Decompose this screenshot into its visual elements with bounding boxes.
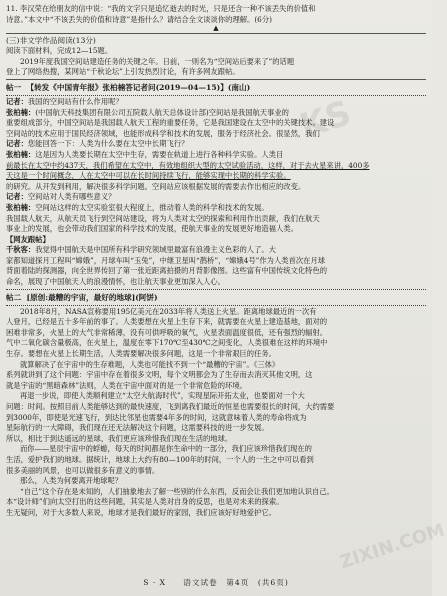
post-1-line: 前最长在太空中约437天，我们希望在太空中，有效地组织大型的太空试验活动，这样，对于去火星来讲，400多 bbox=[6, 160, 370, 170]
post-2-line: 再退一步说，即使人类顺利建立“太空大航海时代”，实现星际开拓太业，也要面对一个大 bbox=[20, 391, 305, 401]
post-1-line: 空间站的技术应用于国民经济领域，也能形成科学和技术的发展，服务于经济社会。很显然，我们 bbox=[6, 128, 320, 138]
reply-line: 家都知道探月工程叫“嫦娥”，月球车叫“玉兔”，中继卫星叫“鹊桥”，“嫦娥4号”作为人类首次在月球 bbox=[6, 255, 326, 265]
post-label: 帖一 bbox=[6, 82, 22, 92]
section-title: (三)非文学作品阅读(13分) bbox=[6, 36, 96, 46]
divider bbox=[6, 95, 426, 96]
post-1-line: 记者：空间站对人类有哪些意义？ bbox=[6, 192, 116, 202]
watermark-logo: KS bbox=[295, 93, 356, 147]
post-label: 帖二 bbox=[6, 292, 22, 302]
post-2-line: 就是宇宙的“黑暗森林”法则，人类在宇宙中面对的是一个非常危险的环境。 bbox=[6, 380, 247, 390]
reply-line: 千秋客：我觉得中国航天是中国所有科学研究领域里最富有浪漫主义色彩的人了。大 bbox=[6, 245, 276, 255]
post-2-line: 困难非常多，火星上的大气非常稀薄，没有可供呼吸的氧气，火星表面温度很低，还有强烈的辐射。 bbox=[6, 327, 328, 337]
post-2-line: 很多美丽的风景，也可以做很多有意义的事情。 bbox=[6, 465, 160, 475]
post-2-line: 星际航行的一大障碍，我们现在还无法解决这个问题，这需要科技的进一步发展。 bbox=[6, 423, 269, 433]
post-2-line: “自己”这个存在是未知的，人们抽象地去了解一些别的什么东西，反而会让我们更加地认识自己。 bbox=[20, 486, 334, 496]
post-1-line: 记者：您能回答一下：人类为什么要在太空中长期飞行？ bbox=[6, 139, 189, 149]
question-11 bbox=[6, 4, 426, 25]
divider bbox=[6, 289, 426, 290]
post-2-line: 到3000年，即使是光速飞行，到达比邻星也需要4年多的时间，这就意味着人类的寿命将成为 bbox=[6, 412, 307, 422]
post-1-line: 张柏楠：空间站这样的太空实验室很大程度上，推动着人类的科学和技术的发展。 bbox=[6, 202, 269, 212]
reply-line: 命名，展现了中国航天人的浪漫情怀，也让航天事业更加深入人心。 bbox=[6, 277, 225, 287]
triangle-icon: ▲ bbox=[213, 24, 219, 33]
page-content bbox=[6, 4, 426, 519]
post-1-line: 重要组成部分，中国空间站是我国载人航天工程的重要任务，它是我国建设在太空中的关键技术。建设 bbox=[6, 118, 335, 128]
post-2-line: 人登月，已经是五十多年前的事了。人类要想在火星上生存下来，就需要在火星上建造基地，面对的 bbox=[6, 317, 328, 327]
divider bbox=[6, 79, 426, 80]
post-1-line: 天这是一个时间概念，人在太空中可以在长时间持续飞行，能够实现中长期的科学实验。 bbox=[6, 171, 291, 181]
post-2-line: 生活，爱护我们的地球。据统计，地球上大约有80—100年的时间，一个人的一生之中可以看到 bbox=[6, 454, 314, 464]
intro-line: 2019年度我国空间站建造任务的关键之年。日前，一则名为“空间站后要来了”的话题 bbox=[20, 56, 295, 66]
post-1-line: 我国载人航天，从航天员飞行到空间站建设，将为人类对太空的探索和利用作出贡献，我们在航天 bbox=[6, 213, 320, 223]
question-11-line: 诗意。”本文中“不该丢失的价值和诗意”是指什么？请结合全文谈谈你的理解。(6分) bbox=[6, 14, 272, 24]
post-2-line: 气中二氧化碳含量极高，在火星上，温度在零下170℃至430℃之间变化，人类很难在这样的环境中 bbox=[6, 338, 328, 348]
reply-line: 背面着陆的探测器，向全世界传回了第一张近距离拍摄的月背影像图。这些富有中国传统文化特色的 bbox=[6, 266, 328, 276]
post-2-line: 生无疑问，对于大多数人来说，地球才是我们最好的家园，我们应该好好地爱护它。 bbox=[6, 507, 276, 517]
intro-line: 登上了网络热搜，某网站“千秋论坛”上引发热烈讨论，有许多网友跟帖。 bbox=[6, 67, 240, 77]
post-2-heading bbox=[6, 292, 426, 304]
post-2-line: 本“设计师”们向太空打出的这些问题，其实是人类对自身的反思，也是对未来的探索。 bbox=[6, 497, 284, 507]
post-title: 【转发《中国青年报》张柏楠答记者问(2019—04—15)】(南山) bbox=[26, 82, 251, 92]
divider bbox=[6, 305, 426, 306]
post-2-line: 2018年8月，NASA宣称要用195亿美元在2033年将人类送上火星。距离地球最近的一次有 bbox=[20, 306, 317, 316]
post-1-line: 事业上的发展，也会带动我们国家的科学技术的发展，使航天事业的发展更好地造福人类。 bbox=[6, 224, 298, 234]
reply-section-heading: 【网友跟帖】 bbox=[6, 234, 50, 244]
post-2-line: 所以，相比于到达遥远的星球，我们更应该珍惜我们现在生活的地球。 bbox=[6, 433, 233, 443]
question-11-line: 11. 李汉荣在给朋友的信中说：“我的文字只是追忆逝去的时光，只是还含一种不该丢失的价值和 bbox=[6, 4, 316, 13]
post-1-line: 记者：我国的空间站有什么作用呢？ bbox=[6, 96, 123, 106]
post-1-line: 的研究。从开发到利用，解决很多科学问题。空间站应该根据发展的需要去作出相应的改变。 bbox=[6, 181, 306, 191]
post-2-line: 而你——星辰宇宙中的蜉蝣，每天的时间都是你生命中的一部分，我们应该珍惜我们现在的 bbox=[20, 444, 312, 454]
post-2-line: 生存。要想在火星上长期生活，人类需要解决很多问题，这是一个非常艰巨的任务。 bbox=[6, 349, 276, 359]
post-2-line: 问题：时间。按照目前人类能够达到的最快速度，飞到离我们最近的恒星也需要很长的时间，大约需要 bbox=[6, 402, 335, 411]
watermark-logo: ZIXIN.COM bbox=[337, 519, 447, 574]
section-instruction: 阅读下面材料，完成12—15题。 bbox=[6, 46, 113, 56]
post-2-line: 就算解决了在宇宙中的生存难题，人类也可能找不到一个“最糟的宇宙”。《三体》 bbox=[20, 359, 280, 369]
post-2-line: 那么，人类为何要离开地球呢？ bbox=[20, 476, 123, 486]
post-title: [原创:最糟的宇宙，最好的地球](阿饼) bbox=[26, 292, 158, 302]
page-footer: S · X 语文试卷 第4页 (共6页) bbox=[143, 578, 289, 587]
divider bbox=[6, 33, 426, 34]
post-2-line: 系列就讲到了这个问题：宇宙中存在着很多文明，每个文明都会为了生存而去消灭其他文明，这 bbox=[6, 370, 313, 380]
post-1-heading bbox=[6, 82, 426, 94]
post-1-line: 张柏楠：这是因为人类要长期在太空中生存，需要在轨道上进行各种科学实验。人类目 bbox=[6, 149, 284, 159]
post-1-line: 张柏楠：(中国航天科技集团有限公司五院载人航天总体设计部)空间站是我国航天事业的 bbox=[6, 107, 289, 117]
